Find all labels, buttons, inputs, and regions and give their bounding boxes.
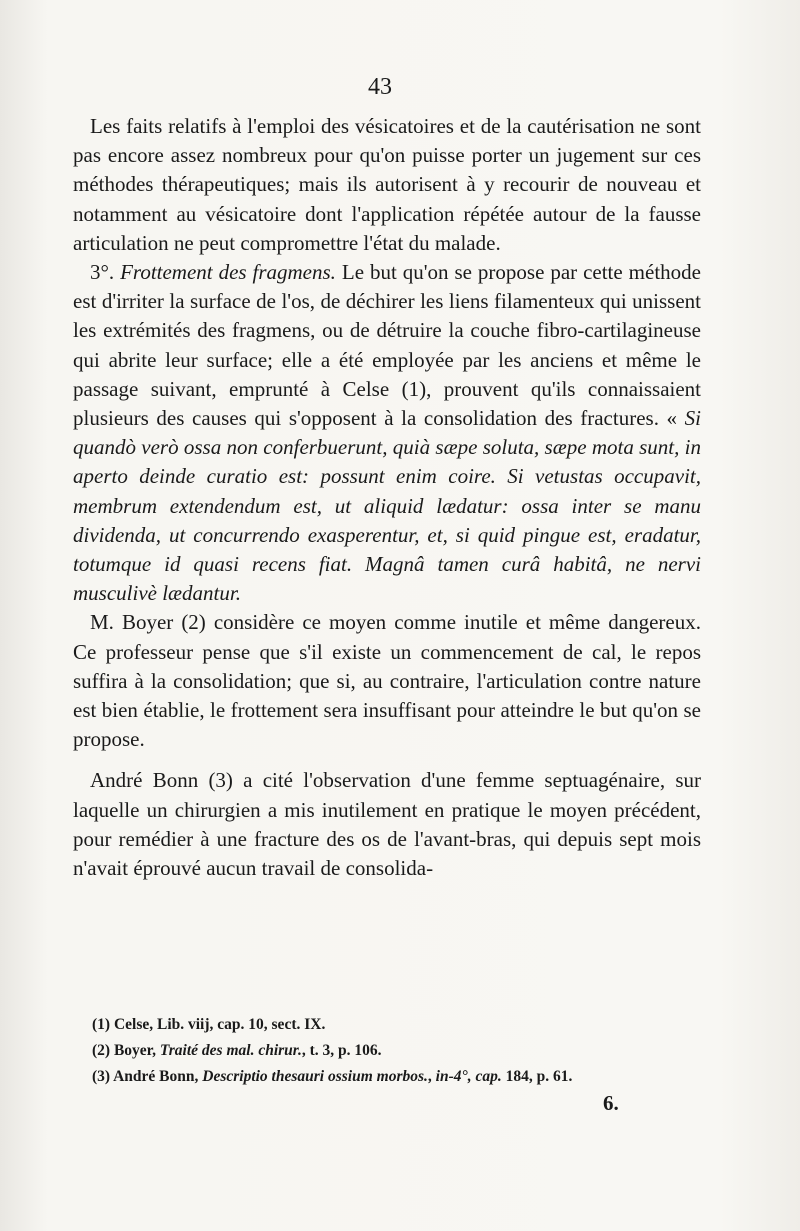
- page-number: 43: [368, 74, 392, 100]
- italic-text: Frottement des fragmens.: [120, 260, 336, 285]
- text-run: M. Boyer (2) considère ce moyen comme inutile et même dangereux. Ce professeur pense que s'il existe un commencement de cal, le repos suffira à la consolidation; que si, au contraire, l'articulation contre nature est bien établie, le frottement sera insuffisant pour atteindre le but qu'on se propose.: [73, 610, 701, 752]
- footnotes: [92, 1012, 712, 1090]
- footnote: [92, 1012, 712, 1038]
- text-run: , t. 3, p. 106.: [301, 1042, 382, 1059]
- signature-mark: 6.: [603, 1091, 619, 1115]
- text-run: 3°.: [90, 260, 121, 285]
- footnote: [92, 1038, 712, 1064]
- body-text: [73, 112, 701, 883]
- text-run: André Bonn (3) a cité l'observation d'une femme septuagénaire, sur laquelle un chirurgien a mis inutilement en pratique le moyen précédent, pour remédier à une fracture des os de l'avant-bras, qui depuis sept mois n'avait éprouvé aucun travail de consolida-: [73, 768, 701, 881]
- text-run: Le but qu'on se propose par cette méthode est d'irriter la surface de l'os, de déchirer les liens filamenteux qui unissent les extrémités des fragmens, ou de détruire la couche fibro-cartilagineuse qui abrite leur surface; elle a été employée par les anciens et même le passage suivant, emprunté à Celse (1), prouvent qu'ils connaissaient plusieurs des causes qui s'opposent à la consolidation des fractures. «: [73, 260, 701, 431]
- text-run: 184, p. 61.: [501, 1068, 573, 1085]
- text-run: ,: [427, 1068, 436, 1085]
- italic-text: Si quandò verò ossa non conferbuerunt, quià sæpe soluta, sæpe mota sunt, in aperto deinde curatio est: possunt enim coire. Si vetustas occupavit, membrum extendendum est, ut aliquid lædatur: ossa inter se manu dividenda, ut concurrendo exasperentur, et, si quid pingue est, eradatur, totumque id quasi recens fiat. Magnâ tamen curâ habitâ, ne nervi musculivè lædantur.: [73, 406, 701, 606]
- text-run: (2) Boyer,: [92, 1042, 160, 1059]
- paragraph: [73, 258, 701, 608]
- footnote: [92, 1064, 712, 1090]
- text-run: (3) André Bonn,: [92, 1068, 203, 1085]
- paragraph: [73, 112, 701, 258]
- italic-text: Traité des mal. chirur.: [159, 1042, 302, 1059]
- paragraph: [73, 766, 701, 883]
- text-run: Les faits relatifs à l'emploi des vésicatoires et de la cautérisation ne sont pas encore assez nombreux pour qu'on puisse porter un jugement sur ces méthodes thérapeutiques; mais ils autorisent à y recourir de nouveau et notamment au vésicatoire dont l'application répétée autour de la fausse articulation ne peut compromettre l'état du malade.: [73, 114, 701, 255]
- text-run: (1) Celse, Lib. viij, cap. 10, sect. IX.: [92, 1016, 326, 1033]
- paragraph: [73, 608, 701, 754]
- italic-text: in-4°, cap.: [435, 1068, 502, 1085]
- italic-text: Descriptio thesauri ossium morbos.: [202, 1068, 428, 1085]
